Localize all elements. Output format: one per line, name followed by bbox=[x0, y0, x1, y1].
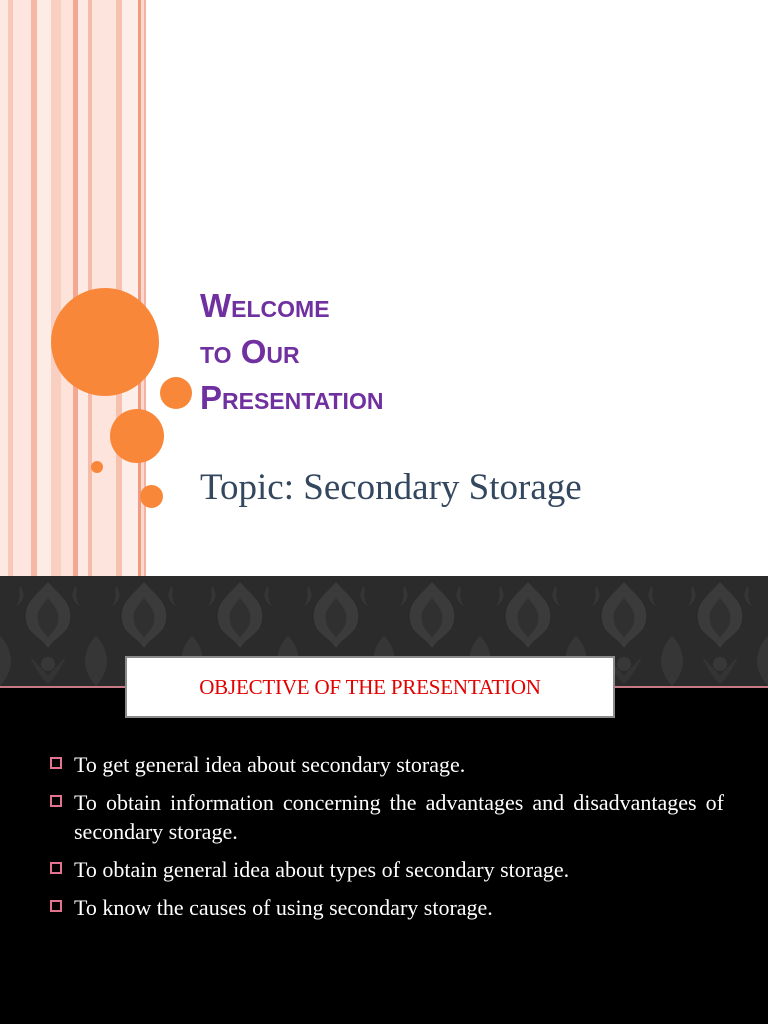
welcome-line: to Our bbox=[200, 333, 300, 370]
bullet-text: To get general idea about secondary storage. bbox=[74, 752, 466, 777]
decorative-stripe bbox=[51, 0, 61, 576]
bullet-text: To obtain information concerning the advantages and disadvantages of secondary storage. bbox=[74, 790, 724, 844]
decorative-stripe bbox=[78, 0, 88, 576]
welcome-line: Welcome bbox=[200, 287, 330, 324]
list-item bbox=[48, 788, 724, 846]
checkbox-bullet-icon bbox=[50, 795, 62, 807]
bullet-list bbox=[48, 750, 724, 931]
checkbox-bullet-icon bbox=[50, 900, 62, 912]
topic-subtitle: Topic: Secondary Storage bbox=[200, 467, 582, 508]
decorative-stripe bbox=[13, 0, 31, 576]
list-item bbox=[48, 893, 724, 922]
decorative-stripe bbox=[61, 0, 73, 576]
objective-slide bbox=[0, 576, 768, 1024]
list-item bbox=[48, 750, 724, 779]
list-item bbox=[48, 855, 724, 884]
decorative-circle bbox=[91, 461, 103, 473]
decorative-circle bbox=[140, 485, 163, 508]
bullet-text: To obtain general idea about types of secondary storage. bbox=[74, 857, 570, 882]
objective-title-box bbox=[125, 656, 615, 718]
decorative-stripe bbox=[37, 0, 51, 576]
welcome-line: Presentation bbox=[200, 379, 384, 416]
checkbox-bullet-icon bbox=[50, 757, 62, 769]
decorative-circle bbox=[160, 377, 192, 409]
objective-title: OBJECTIVE OF THE PRESENTATION bbox=[199, 674, 541, 699]
decorative-circle bbox=[51, 288, 159, 396]
welcome-heading bbox=[200, 283, 740, 421]
decorative-circle bbox=[110, 409, 164, 463]
bullet-text: To know the causes of using secondary storage. bbox=[74, 895, 493, 920]
checkbox-bullet-icon bbox=[50, 862, 62, 874]
decorative-stripe bbox=[122, 0, 138, 576]
decorative-stripe bbox=[0, 0, 8, 576]
